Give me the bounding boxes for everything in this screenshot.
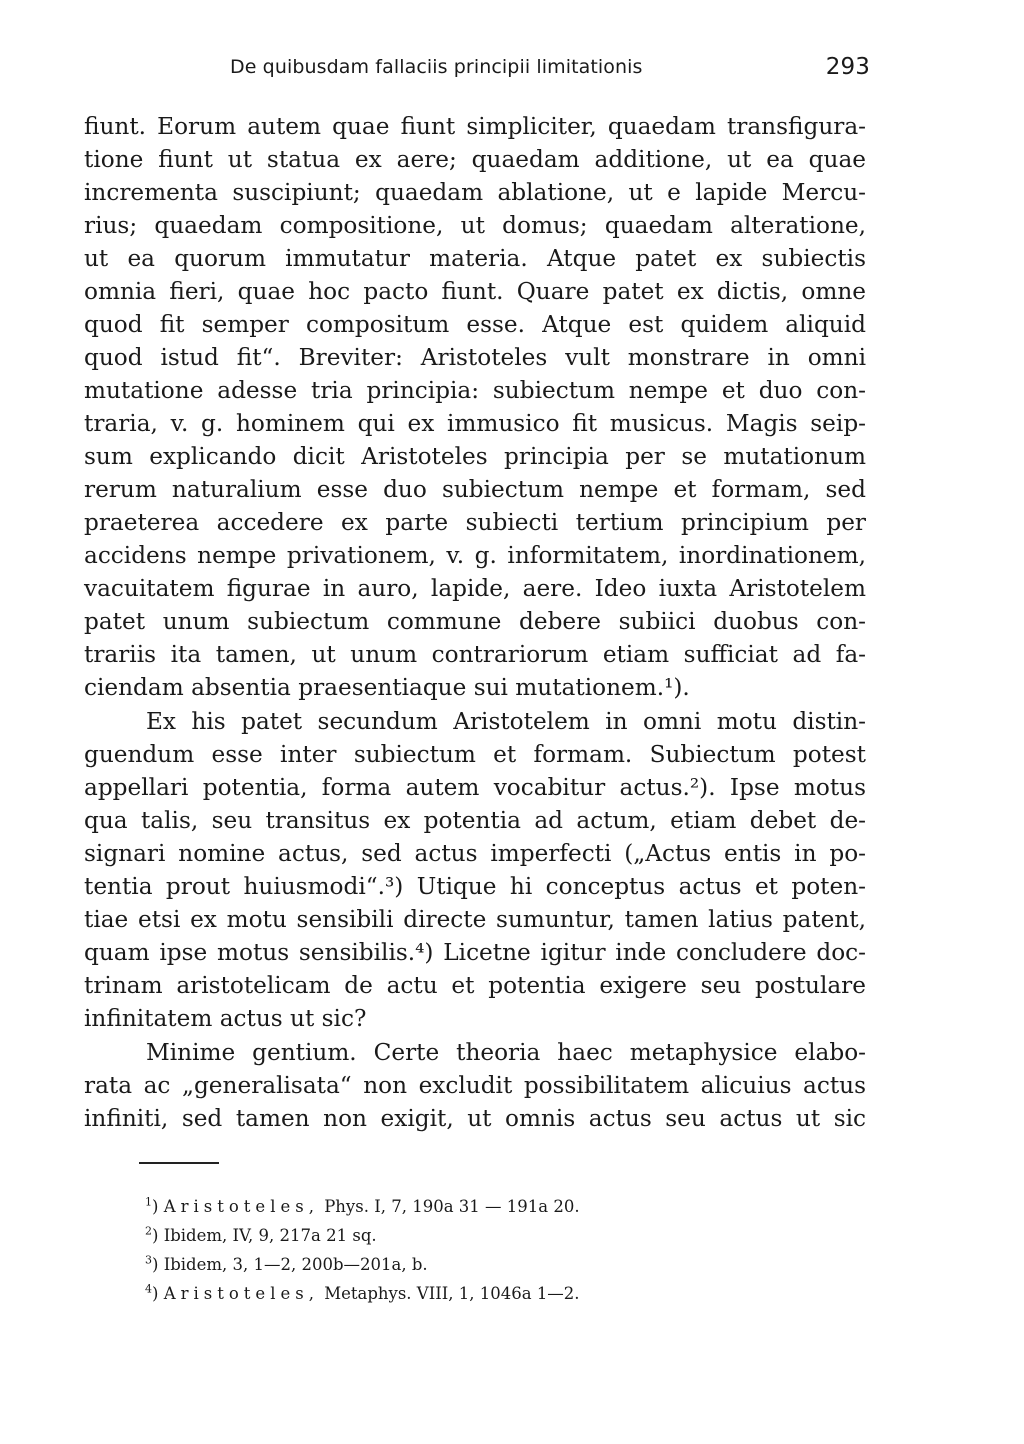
- text-line: appellari potentia, forma autem vocabitur actus.²). Ipse motus: [84, 774, 866, 801]
- text-line: quod istud fit“. Breviter: Aristoteles vult monstrare in omni: [84, 344, 866, 371]
- footnote-text: Ibidem, IV, 9, 217a 21 sq.: [163, 1226, 377, 1245]
- footnote-author: Aristoteles,: [163, 1197, 319, 1216]
- text-line: rata ac „generalisata“ non excludit possibilitatem alicuius actus: [84, 1072, 866, 1099]
- footnotes: [145, 1192, 765, 1308]
- footnote-text: Phys. I, 7, 190a 31 — 191a 20.: [318, 1197, 580, 1216]
- footnote-mark-paren: ): [152, 1226, 164, 1245]
- footnote-mark-paren: ): [152, 1255, 164, 1274]
- text-line: ciendam absentia praesentiaque sui mutationem.¹).: [84, 674, 690, 701]
- text-line: trinam aristotelicam de actu et potentia exigere seu postulare: [84, 972, 866, 999]
- text-line: fiunt. Eorum autem quae fiunt simpliciter, quaedam transfigura-: [84, 113, 866, 140]
- text-line: tiae etsi ex motu sensibili directe sumuntur, tamen latius patent,: [84, 906, 866, 933]
- text-line: infinitatem actus ut sic?: [84, 1005, 367, 1032]
- footnote-mark: 4: [145, 1282, 152, 1296]
- text-line: incrementa suscipiunt; quaedam ablatione, ut e lapide Mercu-: [84, 179, 866, 206]
- footnote: [145, 1250, 765, 1279]
- text-line: trariis ita tamen, ut unum contrariorum etiam sufficiat ad fa-: [84, 641, 866, 668]
- footnote-mark-paren: ): [152, 1197, 164, 1216]
- footnote-text: Ibidem, 3, 1—2, 200b—201a, b.: [163, 1255, 428, 1274]
- text-line: praeterea accedere ex parte subiecti tertium principium per: [84, 509, 866, 536]
- running-title: De quibusdam fallaciis principii limitationis: [230, 56, 643, 78]
- footnote-mark: 3: [145, 1253, 152, 1267]
- text-line: signari nomine actus, sed actus imperfecti („Actus entis in po-: [84, 840, 866, 867]
- footnote: [145, 1192, 765, 1221]
- text-line: sum explicando dicit Aristoteles principia per se mutationum: [84, 443, 866, 470]
- footnote: [145, 1221, 765, 1250]
- text-line: guendum esse inter subiectum et formam. Subiectum potest: [84, 741, 866, 768]
- text-line: qua talis, seu transitus ex potentia ad actum, etiam debet de-: [84, 807, 866, 834]
- text-line: tione fiunt ut statua ex aere; quaedam additione, ut ea quae: [84, 146, 866, 173]
- text-line: ut ea quorum immutatur materia. Atque patet ex subiectis: [84, 245, 866, 272]
- text-line: omnia fieri, quae hoc pacto fiunt. Quare patet ex dictis, omne: [84, 278, 866, 305]
- text-line: rerum naturalium esse duo subiectum nempe et formam, sed: [84, 476, 866, 503]
- text-line: patet unum subiectum commune debere subiici duobus con-: [84, 608, 866, 635]
- text-line: mutatione adesse tria principia: subiectum nempe et duo con-: [84, 377, 866, 404]
- page-number: 293: [825, 54, 870, 80]
- text-line: infiniti, sed tamen non exigit, ut omnis actus seu actus ut sic: [84, 1105, 866, 1132]
- paragraph: [84, 705, 866, 1035]
- footnote: [145, 1279, 765, 1308]
- footnote-mark-paren: ): [152, 1284, 164, 1303]
- paragraph: [84, 110, 866, 704]
- text-line: traria, v. g. hominem qui ex immusico fit musicus. Magis seip-: [84, 410, 866, 437]
- paragraph: [84, 1036, 866, 1135]
- text-line: tentia prout huiusmodi“.³) Utique hi conceptus actus et poten-: [84, 873, 866, 900]
- footnote-mark: 2: [145, 1224, 152, 1238]
- text-line: Minime gentium. Certe theoria haec metaphysice elabo-: [146, 1039, 866, 1066]
- footnote-mark: 1: [145, 1195, 152, 1209]
- text-line: quam ipse motus sensibilis.⁴) Licetne igitur inde concludere doc-: [84, 939, 866, 966]
- text-line: rius; quaedam compositione, ut domus; quaedam alteratione,: [84, 212, 866, 239]
- text-line: vacuitatem figurae in auro, lapide, aere. Ideo iuxta Aristotelem: [84, 575, 866, 602]
- footnote-text: Metaphys. VIII, 1, 1046a 1—2.: [318, 1284, 580, 1303]
- text-line: accidens nempe privationem, v. g. informitatem, inordinationem,: [84, 542, 866, 569]
- text-line: quod fit semper compositum esse. Atque est quidem aliquid: [84, 311, 866, 338]
- footnote-divider: [139, 1162, 219, 1164]
- footnote-author: Aristoteles,: [163, 1284, 319, 1303]
- text-line: Ex his patet secundum Aristotelem in omni motu distin-: [146, 708, 866, 735]
- body-text: [84, 110, 866, 1135]
